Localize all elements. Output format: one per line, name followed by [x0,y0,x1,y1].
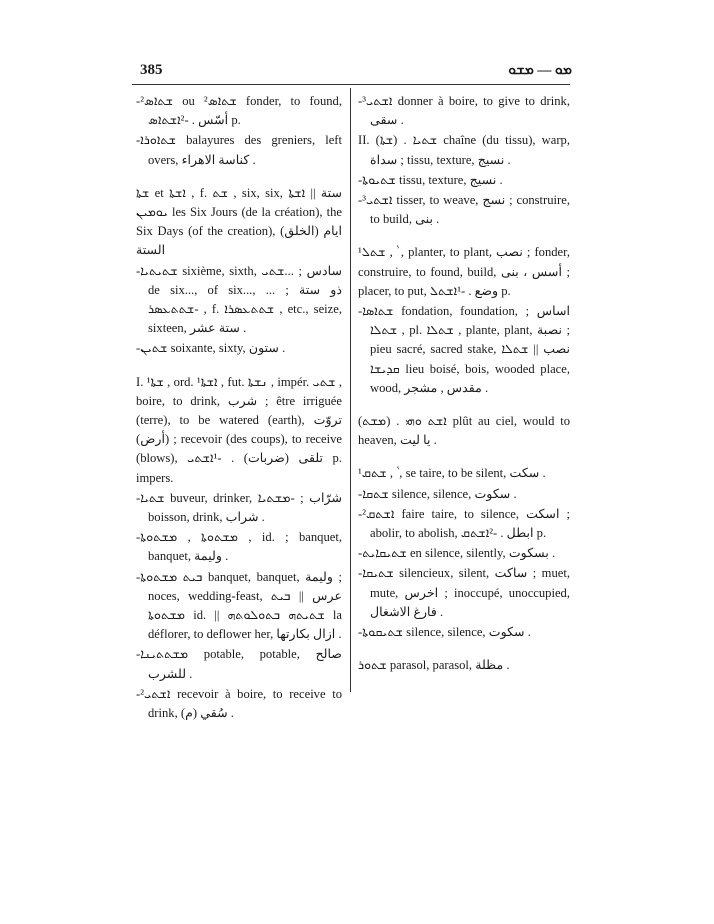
entry: (ܡܫܬ) . ܐܫܬ ܘܗܝ plût au ciel, would to heaven, يا ليت . [358,414,570,448]
entry: ܫܬܐ et ܐܫܬܐ , f. ܫܬ , six, six, ستة || ܐܫܬܐ ܝܘܡܝܢ les Six Jours (de la création), the Six Days (of the creation), ايام (الخلق) الستة [136,185,343,258]
entry: ‑²ܐܫܬܩ faire taire, to silence, اسكت ; abolir, to abolish, ابطل . ‑²ܐܫܬܩ p. [358,506,570,541]
entry: ‑ܡܫܬܬܝܢܐ potable, potable, صالح للشرب . [136,647,342,681]
entry: ‑ܫܬܝܘܬܐ tissu, texture, نسيج . [358,172,503,187]
entry: ¹ܫܬܩ , ܵ , se taire, to be silent, سكت . [358,466,546,481]
entry: ‑ܫܬܝܬܝܐ sixième, sixth, سادس ; ...ܫܬܝ de six..., of six..., ... ذو ستة ; ‑ܫܬܬܥܣܪ , f. ܫܬܬܥܣܪܐ , etc., seize, sixteen, ستة عشر . [136,263,343,336]
entry: ‑ܫܬܝܩܐܝܬ en silence, silently, بسكوت . [358,546,556,561]
entry: ‑ܫܬܝܢ soixante, sixty, ستون . [136,341,286,356]
page-number: 385 [140,62,163,78]
entry: ‑ܫܬܝܐ buveur, drinker, شرّاب ; ‑ܡܫܬܝܐ boisson, drink, شراب . [136,490,343,525]
entry: ‑²ܫܬܐܣ ou ²ܫܬܐܣ fonder, to found, أسّس . ‑²ܐܫܬܐܣ p. [136,94,342,128]
entry: ‑ܫܬܐܣܐ fondation, foundation, اساس ; ܫܬܠܐ , pl. ܫܬܠܐ , plante, plant, نصبة ; pieu sacré, sacred stake, نصب || ܫܬܠܐ ܩܕܝܫܐ lieu boisé, bois, wooded place, wood, مقدس , مشجر . [358,304,570,395]
entry: I. ¹ܫܬܐ , ord. ¹ܐܫܬܐ , fut. ܢܫܬܐ , impér. ܫܬܝ , boire, to drink, شرب ; être irriguée (terre), to be watered (earth), تروّت (أرض) ; recevoir (des coups), to receive (blows), تلقى (ضربات) . ‑¹ܐܫܬܝ p. impers. [136,374,343,485]
right-column [358,92,570,676]
entry: ‑ܫܬܝܩܐ silencieux, silent, ساكت ; muet, mute, اخرس ; inoccupé, unoccupied, فارغ الاشغال . [358,566,571,619]
entry: ‑ܡܫܬܘܬܐ , ܡܫܬܘܬܐ , id. ; banquet, banquet, وليمة . [136,530,343,564]
entry: ¹ܫܬܠ , ܵ , planter, to plant, نصب ; fonder, construire, to found, build, أسس ، بنى ; placer, to put, وضع . ‑¹ܐܫܬܠ p. [358,245,570,298]
entry: ‑ܒܝܬ ܡܫܬܘܬܐ banquet, banquet, وليمة ; noces, wedding-feast, عرس || ܒܝܬ ܡܫܬܘܬܐ id. || ܫܬܝܬܗ ܒܬܘܠܘܬܗ la déflorer, to deflower her, ازال بكارتها . [136,569,342,642]
left-column [136,92,342,724]
running-head: ܡܘ — ܡܫܘ [508,63,572,78]
column-divider [350,88,351,692]
entry: ‑²ܐܫܬܝ recevoir à boire, to receive to drink, سُقي (م) . [136,686,342,721]
entry: ‑ܫܬܐܘܪܐ balayures des greniers, left overs, كناسة الاهراء . [136,133,342,167]
entry: ‑ܫܬܩܐ silence, silence, سكوت . [358,486,517,501]
entry: ܫܬܘܪ parasol, parasol, مظلة . [358,658,510,673]
entry: ‑³ܐܫܬܝ donner à boire, to give to drink, سقى . [358,94,570,128]
entry: ‑ܫܬܝܩܘܬܐ silence, silence, سكوت . [358,625,531,640]
entry: ‑³ܐܫܬܝ tisser, to weave, نسج ; construire, to build, بنى . [358,193,570,227]
entry: II. (ܫܬܐ) . ܫܬܝܐ chaîne (du tissu), warp, سداة ; tissu, texture, نسيج . [358,133,570,167]
header-rule [132,84,570,85]
